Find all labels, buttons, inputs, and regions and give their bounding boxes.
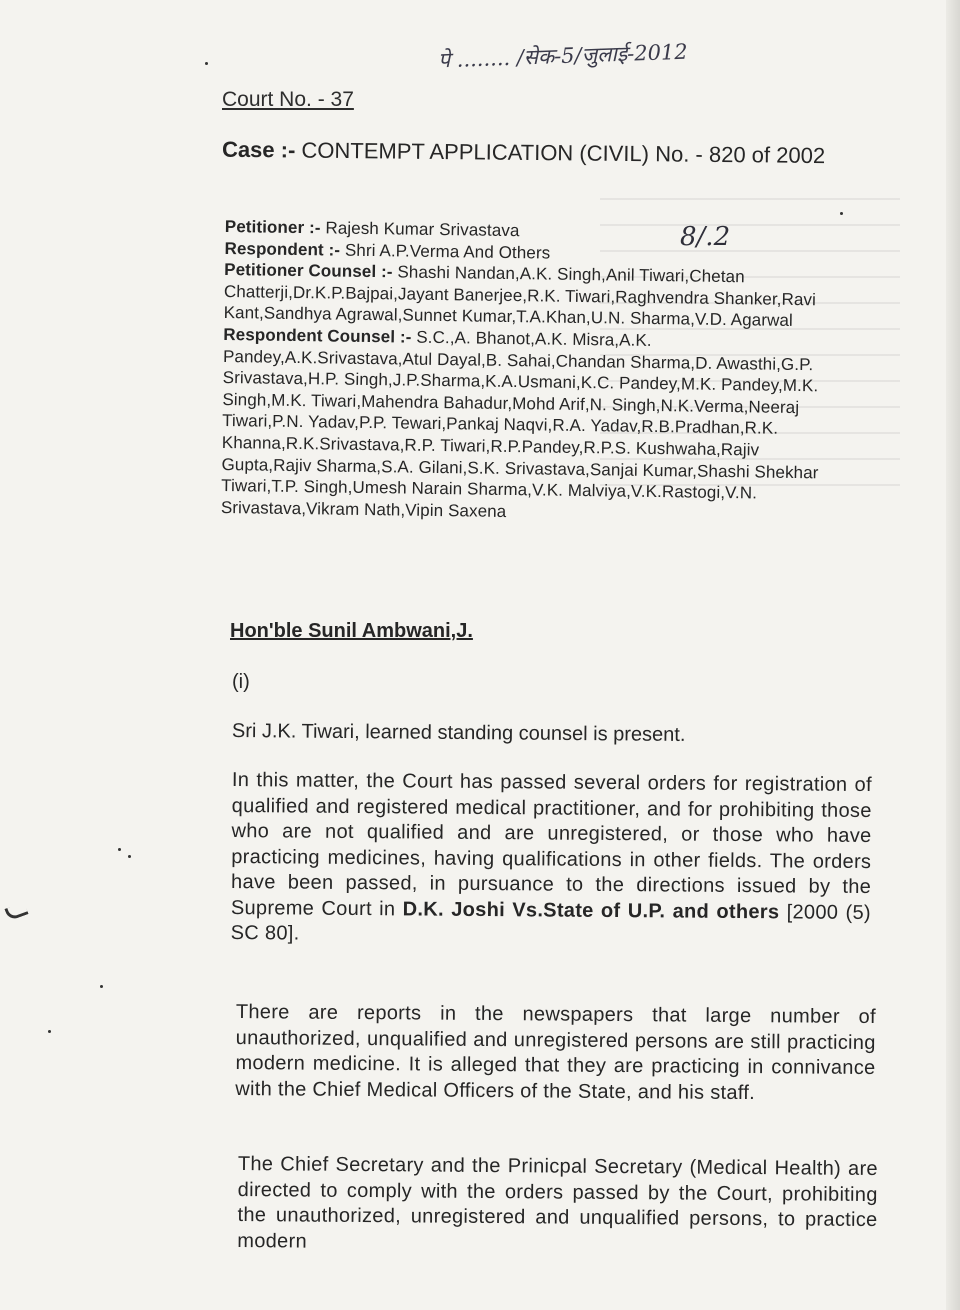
respondent-name: Shri A.P.Verma And Others: [344, 240, 551, 263]
petitioner-label: Petitioner :-: [224, 216, 321, 238]
respondent-label: Respondent :-: [224, 238, 341, 260]
court-number: Court No. - 37: [222, 88, 354, 111]
speck: [205, 62, 208, 65]
speck: [118, 848, 121, 851]
paragraph-1-text: In this matter, the Court has passed several orders for registration of qualified and registered medical practitioner, and for prohibiting those who are not qualified and are unregistered, or those who have practicing medicines, having qualifications in other fields. The orders have been passed, in pursuance to the directions issued by the Supreme Court in: [230, 768, 872, 920]
case-title: [222, 137, 842, 168]
speck: [840, 212, 843, 215]
respondent-counsel-line: [221, 324, 844, 527]
speck: [128, 855, 131, 858]
petitioner-counsel-names: Shashi Nandan,A.K. Singh,Anil Tiwari,Chetan Chatterji,Dr.K.P.Bajpai,Jayant Banerjee,R.K. Tiwari,Raghvendra Shanker,Ravi Kant,Sandhya Agrawal,Sunnet Kumar,T.A.Khan,U.N. Sharma,V.D. Agarwal: [223, 262, 817, 331]
petitioner-counsel-label: Petitioner Counsel :-: [224, 260, 393, 282]
margin-mark: [4, 902, 28, 921]
petitioner-name: Rajesh Kumar Srivastava: [325, 218, 520, 241]
counsel-present-line: Sri J.K. Tiwari, learned standing counsel is present.: [231, 720, 686, 746]
case-text: CONTEMPT APPLICATION (CIVIL) No. - 820 of 2002: [301, 137, 826, 169]
section-number: (i): [232, 671, 250, 693]
speck: [48, 1030, 51, 1033]
respondent-counsel-label: Respondent Counsel :-: [223, 324, 412, 347]
order-paragraph-3: The Chief Secretary and the Prinicpal Secretary (Medical Health) are directed to comply with the orders passed by the Court, prohibiting the unauthorized, unregistered and unqualified persons, to practice modern: [237, 1153, 878, 1253]
citation-reference: [2000 (5) SC 80].: [230, 900, 872, 945]
order-paragraph-1: [231, 768, 872, 952]
judge-name: Hon'ble Sunil Ambwani,J.: [230, 620, 473, 642]
case-citation: D.K. Joshi Vs.State of U.P. and others: [402, 897, 780, 923]
page-edge-shadow: [946, 0, 960, 1310]
petitioner-counsel-line: [223, 259, 844, 332]
order-paragraph-2: There are reports in the newspapers that large number of unauthorized, unqualified and unregistered persons are still practicing modern medicine. It is alleged that they are practicing in connivance with the Chief Medical Officers of the State, and his staff.: [235, 1000, 876, 1104]
handwritten-mark: 8/.2: [680, 222, 731, 252]
respondent-counsel-names: S.C.,A. Bhanot,A.K. Misra,A.K. Pandey,A.K.Srivastava,Atul Dayal,B. Sahai,Chandan Sharma,D. Awasthi,G.P. Srivastava,H.P. Singh,J.P.Sharma,K.A.Usmani,K.C. Pandey,M.K. Pandey,M.K. Singh,M.K. Tiwari,Mahendra Bahadur,Mohd Arif,N. Singh,N.K.Verma,Neeraj Tiwari,P.N. Yadav,P.P. Tewari,Pankaj Naqvi,R.A. Yadav,R.B.Pradhan,R.K. Khanna,R.K.Srivastava,R.P. Tiwari,R.P.Pandey,R.P.S. Kushwaha,Rajiv Gupta,Rajiv Sharma,S.A. Gilani,S.K. Srivastava,Sanjai Kumar,Shashi Shekhar Tiwari,T.P. Singh,Umesh Narain Sharma,V.K. Malviya,V.K.Rastogi,V.N. Srivastava,Vikram Nath,Vipin Saxena: [220, 327, 819, 521]
parties-block: [221, 216, 845, 527]
case-label: Case :-: [221, 136, 296, 163]
handwritten-reference: पे ........ /सेक-5/जुलाई-2012: [437, 39, 689, 73]
speck: [100, 985, 103, 988]
